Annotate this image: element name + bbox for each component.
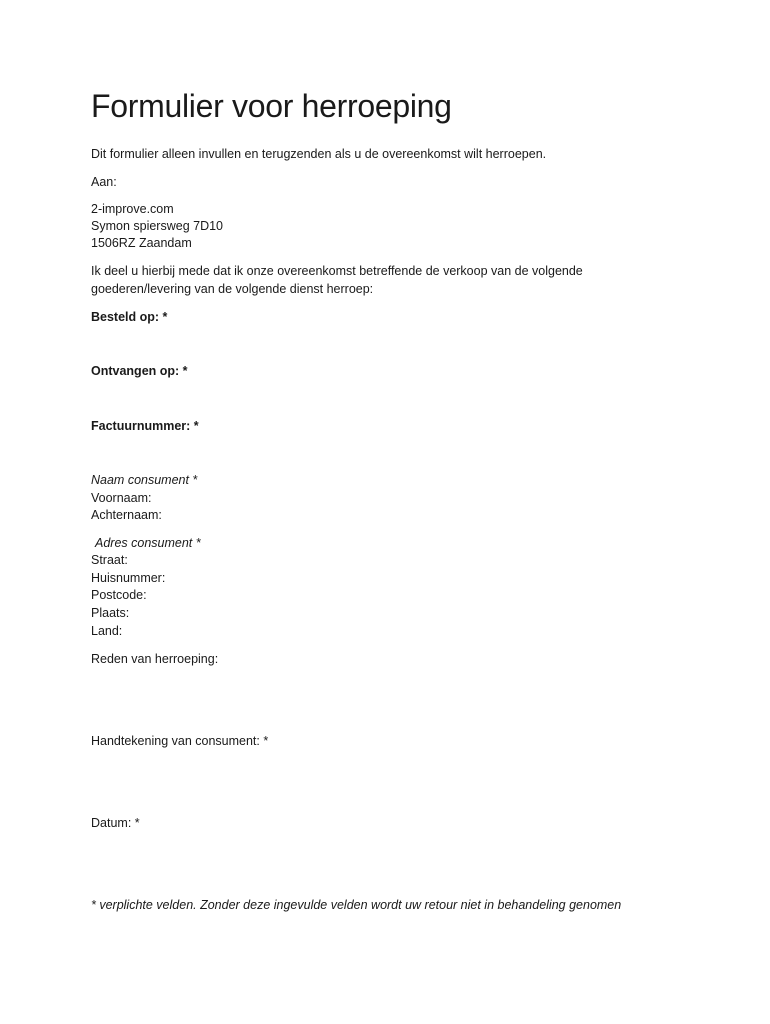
consumer-address-heading: Adres consument * xyxy=(95,536,201,550)
intro-text: Dit formulier alleen invullen en terugzenden als u de overeenkomst wilt herroepen. xyxy=(91,147,547,161)
statement-line-2: goederen/levering van de volgende dienst herroep: xyxy=(91,282,374,296)
date-label: Datum: * xyxy=(91,816,140,830)
statement-line-1: Ik deel u hierbij mede dat ik onze overeenkomst betreffende de verkoop van de volgende xyxy=(91,264,583,278)
city-label: Plaats: xyxy=(91,606,130,620)
signature-label: Handtekening van consument: * xyxy=(91,734,269,748)
received-on-label: Ontvangen op: * xyxy=(91,364,188,378)
recipient-street: Symon spiersweg 7D10 xyxy=(91,219,224,233)
consumer-name-heading: Naam consument * xyxy=(91,473,198,487)
recipient-postal-city: 1506RZ Zaandam xyxy=(91,236,192,250)
first-name-label: Voornaam: xyxy=(91,491,152,505)
street-label: Straat: xyxy=(91,553,128,567)
last-name-label: Achternaam: xyxy=(91,508,162,522)
to-label: Aan: xyxy=(91,175,117,189)
reason-label: Reden van herroeping: xyxy=(91,652,219,666)
required-fields-footnote: * verplichte velden. Zonder deze ingevulde velden wordt uw retour niet in behandeling genomen xyxy=(91,898,622,912)
page-title: Formulier voor herroeping xyxy=(91,88,452,124)
invoice-number-label: Factuurnummer: * xyxy=(91,419,199,433)
ordered-on-label: Besteld op: * xyxy=(91,310,168,324)
recipient-company: 2-improve.com xyxy=(91,202,174,216)
postcode-label: Postcode: xyxy=(91,588,147,602)
house-number-label: Huisnummer: xyxy=(91,571,166,585)
country-label: Land: xyxy=(91,624,123,638)
